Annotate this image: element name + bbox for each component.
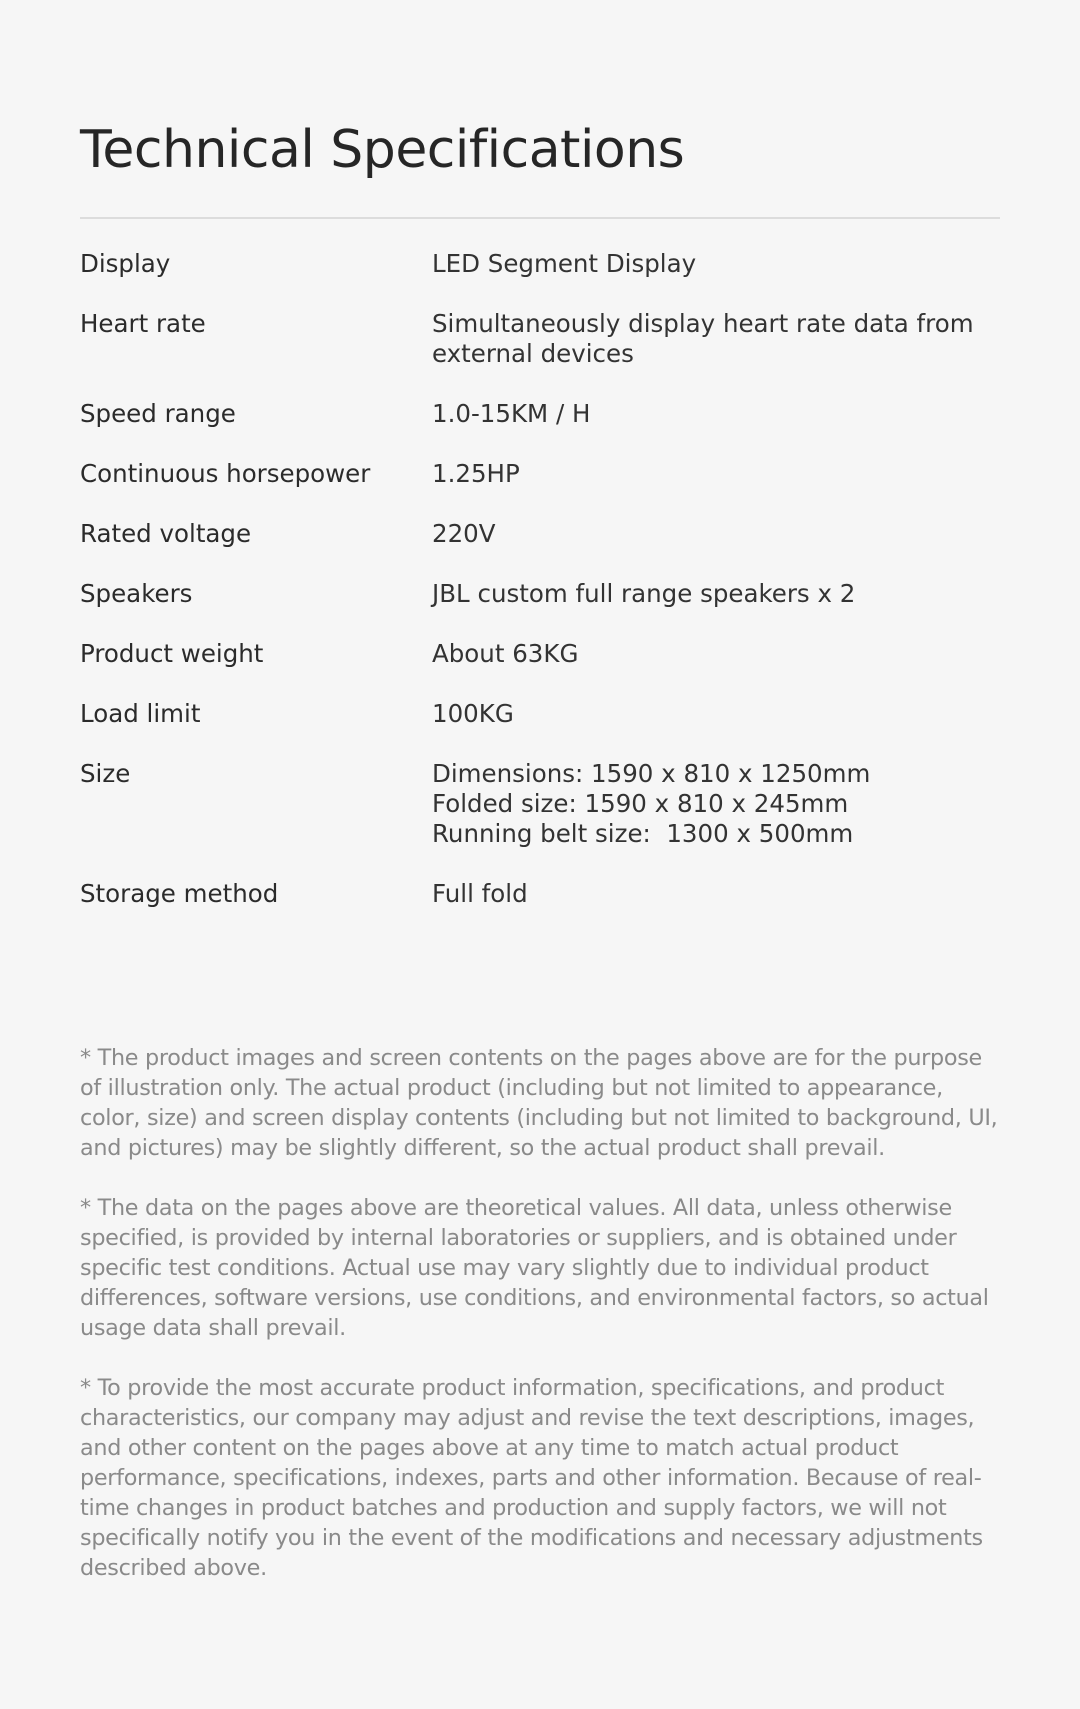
spec-value: LED Segment Display	[432, 249, 697, 278]
spec-value: About 63KG	[432, 639, 579, 668]
disclaimer-note: * The data on the pages above are theoretical values. All data, unless otherwise specified, is provided by internal laboratories or suppliers, and is obtained under specific test conditions. Actual use may vary slightly due to individual product differences, software versions, use conditions, and environmental factors, so actual usage data shall prevail.	[80, 1195, 989, 1341]
spec-value: Dimensions: 1590 x 810 x 1250mm	[432, 759, 871, 788]
spec-value: 220V	[432, 519, 496, 548]
spec-value-group	[432, 579, 1000, 609]
spec-row-heart-rate	[80, 309, 1000, 369]
spec-row-product-weight	[80, 639, 1000, 669]
spec-label: Load limit	[80, 699, 201, 728]
spec-value: JBL custom full range speakers x 2	[432, 579, 856, 608]
spec-row-speakers	[80, 579, 1000, 609]
spec-value-group	[432, 879, 1000, 909]
spec-row-storage-method	[80, 879, 1000, 909]
spec-label: Storage method	[80, 879, 279, 908]
spec-label: Product weight	[80, 639, 264, 668]
spec-label: Continuous horsepower	[80, 459, 371, 488]
spec-row-load-limit	[80, 699, 1000, 729]
spec-value-group	[432, 519, 1000, 549]
spec-value: 100KG	[432, 699, 514, 728]
disclaimer-note: * The product images and screen contents on the pages above are for the purpose of illustration only. The actual product (including but not limited to appearance, color, size) and screen display contents (including but not limited to background, UI, and pictures) may be slightly different, so the actual product shall prevail.	[80, 1045, 998, 1161]
title-divider	[80, 217, 1000, 219]
spec-row-speed-range	[80, 399, 1000, 429]
page-title: Technical Specifications	[80, 120, 685, 180]
spec-value-group	[432, 759, 1000, 849]
spec-value: Full fold	[432, 879, 528, 908]
spec-label: Speed range	[80, 399, 236, 428]
spec-value: 1.25HP	[432, 459, 520, 488]
spec-label: Rated voltage	[80, 519, 252, 548]
spec-label: Heart rate	[80, 309, 206, 338]
spec-value: 1.0-15KM / H	[432, 399, 591, 428]
spec-row-display	[80, 249, 1000, 279]
spec-value-group	[432, 699, 1000, 729]
spec-label: Speakers	[80, 579, 193, 608]
spec-value: Simultaneously display heart rate data from external devices	[432, 309, 982, 368]
spec-label: Size	[80, 759, 131, 788]
disclaimer-note: * To provide the most accurate product information, specifications, and product characteristics, our company may adjust and revise the text descriptions, images, and other content on the pages above at any time to match actual product performance, specifications, indexes, parts and other information. Because of real-time changes in product batches and production and supply factors, we will not specifically notify you in the event of the modifications and necessary adjustments described above.	[80, 1375, 983, 1581]
spec-value: Folded size: 1590 x 810 x 245mm	[432, 789, 849, 818]
spec-value-group	[432, 309, 1000, 369]
spec-value: Running belt size: 1300 x 500mm	[432, 819, 854, 848]
disclaimer-notes	[80, 1043, 1000, 1613]
spec-value-group	[432, 399, 1000, 429]
spec-table	[80, 249, 1000, 939]
spec-value-group	[432, 639, 1000, 669]
spec-row-rated-voltage	[80, 519, 1000, 549]
spec-row-continuous-horsepower	[80, 459, 1000, 489]
spec-row-size	[80, 759, 1000, 849]
spec-value-group	[432, 459, 1000, 489]
spec-label: Display	[80, 249, 171, 278]
spec-value-group	[432, 249, 1000, 279]
